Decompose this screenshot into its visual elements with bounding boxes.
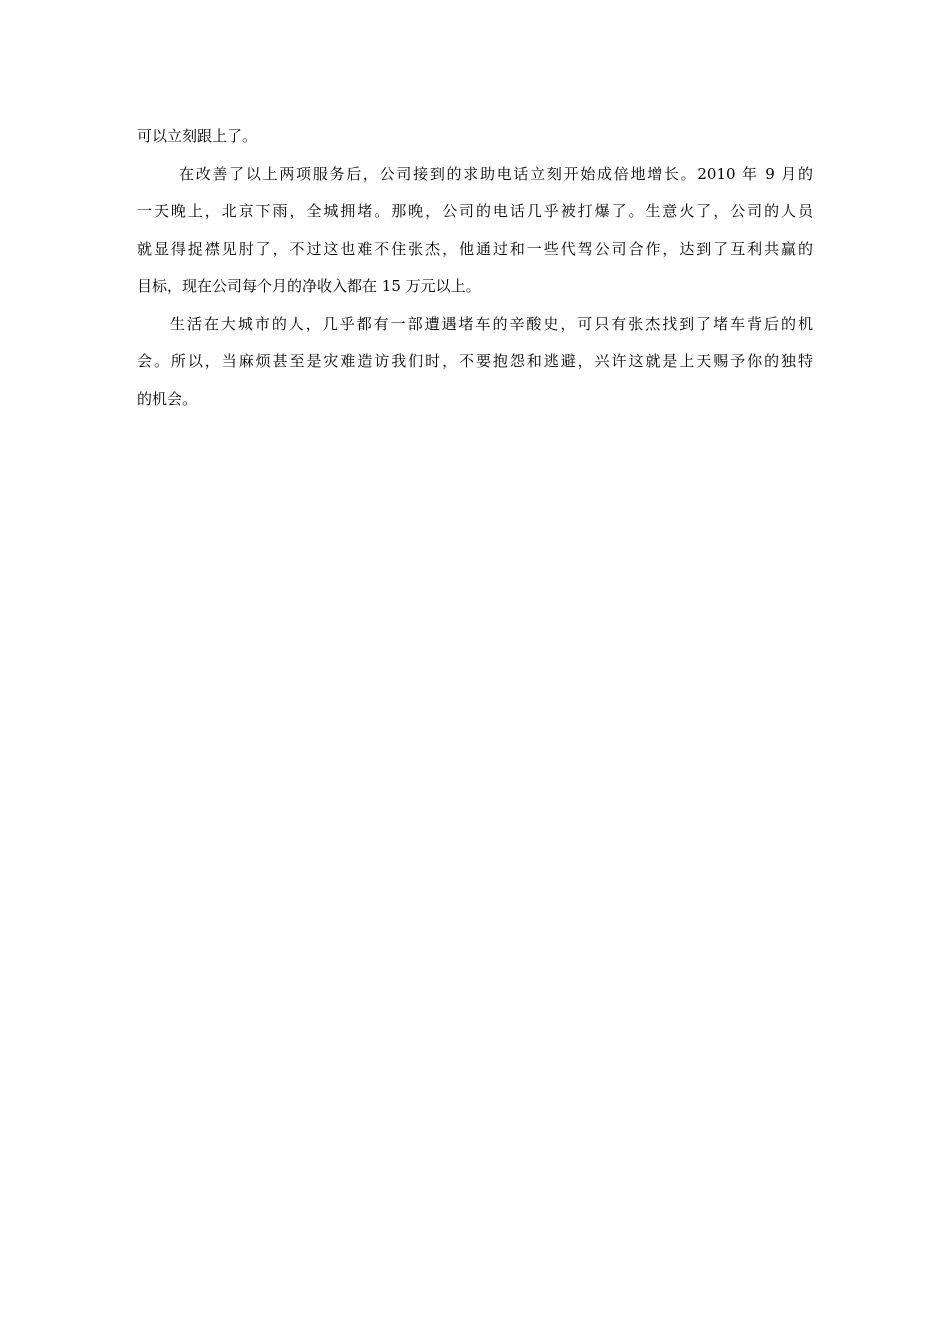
document-body bbox=[137, 118, 813, 418]
text-line: 可以立刻跟上了。 bbox=[137, 127, 258, 145]
text-line: 会。所以，当麻烦甚至是灾难造访我们时，不要抱怨和逃避，兴许这就是上天赐予你的独特 bbox=[137, 352, 813, 370]
text-line: 生活在大城市的人，几乎都有一部遭遇堵车的辛酸史，可只有张杰找到了堵车背后的机 bbox=[170, 314, 813, 333]
text-line: 的机会。 bbox=[137, 389, 198, 408]
text-line: 一天晚上，北京下雨，全城拥堵。那晚，公司的电话几乎被打爆了。生意火了，公司的人员 bbox=[137, 202, 813, 220]
paragraph-conclusion bbox=[137, 306, 813, 419]
text-line: 目标，现在公司每个月的净收入都在 15 万元以上。 bbox=[137, 277, 481, 295]
text-line: 就显得捉襟见肘了，不过这也难不住张杰，他通过和一些代驾公司合作，达到了互利共赢的 bbox=[137, 239, 813, 258]
paragraph-service-growth bbox=[137, 156, 813, 306]
paragraph-continuation bbox=[137, 118, 813, 156]
text-line: 在改善了以上两项服务后，公司接到的求助电话立刻开始成倍地增长。2010 年 9 月的 bbox=[179, 164, 813, 183]
